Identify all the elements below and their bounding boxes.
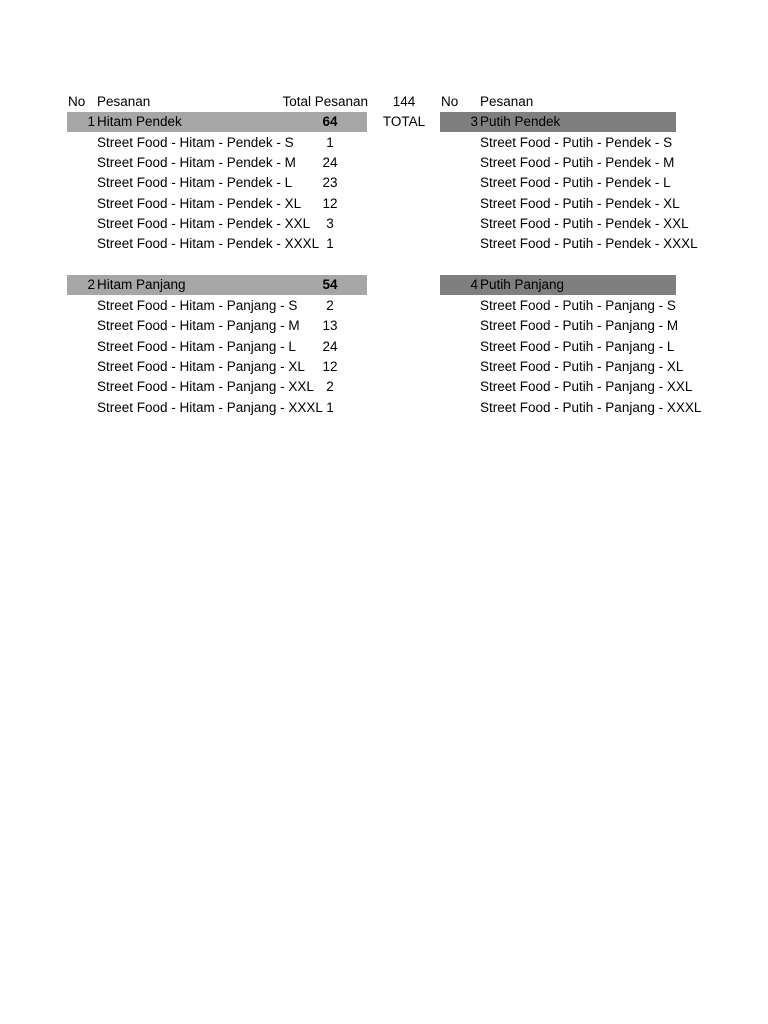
item-qty: 1: [326, 135, 334, 150]
group-no: 3: [470, 114, 478, 129]
item-qty: 24: [322, 339, 338, 354]
item-label: Street Food - Hitam - Panjang - XXXL: [97, 400, 323, 415]
item-label: Street Food - Putih - Pendek - S: [480, 135, 673, 150]
item-qty: 24: [322, 155, 338, 170]
group-no: 1: [87, 114, 95, 129]
item-label: Street Food - Hitam - Pendek - XXL: [97, 216, 311, 231]
item-qty: 13: [322, 318, 338, 333]
item-qty: 2: [326, 298, 334, 313]
item-label: Street Food - Putih - Panjang - L: [480, 339, 675, 354]
item-label: Street Food - Putih - Pendek - L: [480, 175, 671, 190]
item-label: Street Food - Putih - Panjang - XXL: [480, 379, 693, 394]
item-label: Street Food - Hitam - Pendek - S: [97, 135, 294, 150]
item-label: Street Food - Putih - Pendek - XXXL: [480, 236, 698, 251]
group-name: Hitam Panjang: [97, 277, 186, 292]
item-label: Street Food - Hitam - Pendek - XL: [97, 196, 302, 211]
item-qty: 2: [326, 379, 334, 394]
item-label: Street Food - Putih - Panjang - XL: [480, 359, 684, 374]
item-label: Street Food - Hitam - Panjang - XXL: [97, 379, 314, 394]
header-pesanan-left: Pesanan: [97, 94, 151, 109]
item-qty: 1: [326, 400, 334, 415]
group-total: 64: [322, 114, 338, 129]
item-label: Street Food - Putih - Pendek - XXL: [480, 216, 689, 231]
grand-total-label: TOTAL: [382, 114, 426, 129]
item-qty: 1: [326, 236, 334, 251]
header-total-pesanan: Total Pesanan: [282, 94, 368, 109]
header-no-right: No: [441, 94, 459, 109]
item-label: Street Food - Hitam - Panjang - M: [97, 318, 300, 333]
header-pesanan-right: Pesanan: [480, 94, 534, 109]
item-label: Street Food - Putih - Pendek - XL: [480, 196, 680, 211]
grand-total-value: 144: [392, 94, 416, 109]
item-label: Street Food - Putih - Pendek - M: [480, 155, 675, 170]
item-label: Street Food - Putih - Panjang - M: [480, 318, 679, 333]
item-label: Street Food - Hitam - Panjang - XL: [97, 359, 305, 374]
item-qty: 3: [326, 216, 334, 231]
item-label: Street Food - Hitam - Panjang - L: [97, 339, 296, 354]
item-qty: 12: [322, 359, 338, 374]
group-total: 54: [322, 277, 338, 292]
item-qty: 12: [322, 196, 338, 211]
item-label: Street Food - Putih - Panjang - XXXL: [480, 400, 702, 415]
item-label: Street Food - Hitam - Pendek - L: [97, 175, 293, 190]
group-no: 4: [470, 277, 478, 292]
item-label: Street Food - Hitam - Pendek - XXXL: [97, 236, 320, 251]
item-qty: 23: [322, 175, 338, 190]
group-name: Hitam Pendek: [97, 114, 182, 129]
item-label: Street Food - Putih - Panjang - S: [480, 298, 676, 313]
group-name: Putih Pendek: [480, 114, 561, 129]
group-no: 2: [87, 277, 95, 292]
item-label: Street Food - Hitam - Pendek - M: [97, 155, 296, 170]
group-name: Putih Panjang: [480, 277, 565, 292]
item-label: Street Food - Hitam - Panjang - S: [97, 298, 298, 313]
header-no-left: No: [68, 94, 86, 109]
